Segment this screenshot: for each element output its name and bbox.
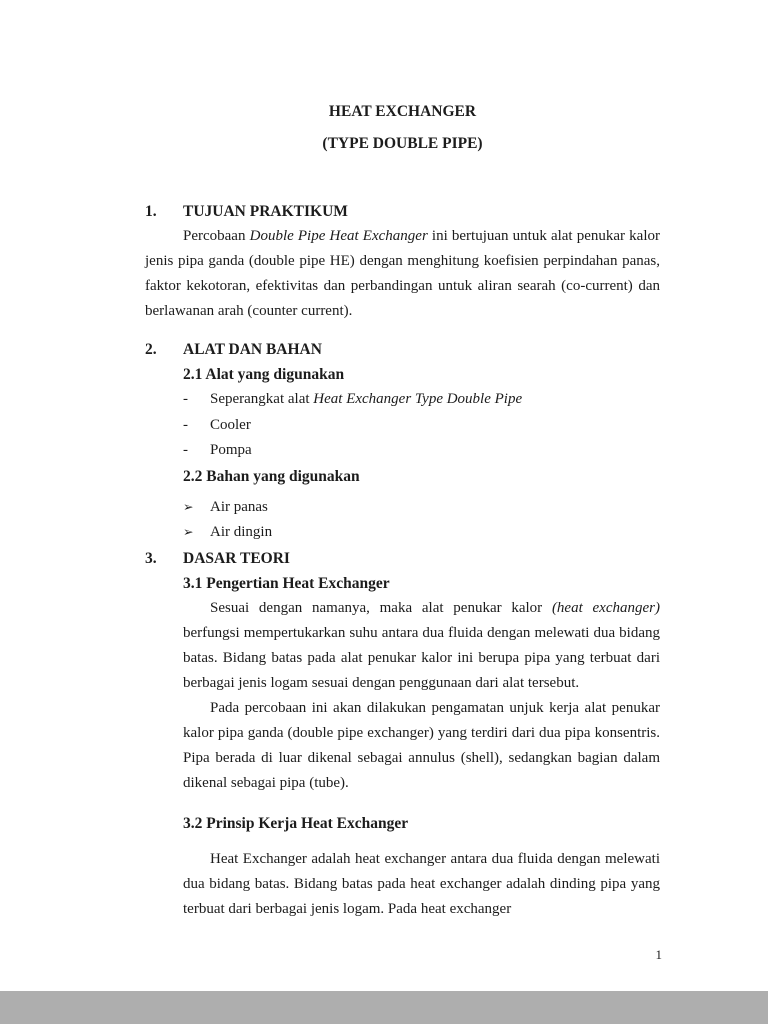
- text-run-italic: (heat exchanger): [551, 599, 660, 616]
- list-item-text: Air dingin: [210, 524, 273, 540]
- list-item-text: [210, 387, 660, 413]
- page-number: 1: [655, 947, 662, 962]
- section-3-number: 3.: [145, 549, 157, 567]
- arrow-bullet-icon: ➢: [183, 525, 194, 539]
- list-item-bahan-1: [183, 495, 660, 521]
- list-item-alat-3: [183, 438, 660, 464]
- list-item-alat-2: [183, 413, 660, 439]
- subsection-3-2-heading: 3.2 Prinsip Kerja Heat Exchanger: [183, 814, 409, 832]
- document-subtitle: (TYPE DOUBLE PIPE): [322, 135, 483, 152]
- section-2-title: ALAT DAN BAHAN: [183, 341, 322, 358]
- text-run: berfungsi mempertukarkan suhu antara dua fluida dengan melewati dua bidang batas. Bidang batas pada alat penukar kalor ini berupa pipa yang terbuat dari berbagai jenis logam sesuai dengan penggunaan dari alat tersebut.: [183, 624, 660, 691]
- section-3-paragraph-2: Pada percobaan ini akan dilakukan pengamatan unjuk kerja alat penukar kalor pipa ganda (double pipe exchanger) yang terdiri dari dua pipa konsentris. Pipa berada di luar dikenal sebagai annulus (shell), sedangkan bagian dalam dikenal sebagai pipa (tube).: [183, 699, 660, 791]
- subsection-3-1-heading: 3.1 Pengertian Heat Exchanger: [183, 574, 390, 592]
- text-run: Sesuai dengan namanya, maka alat penukar kalor: [210, 599, 552, 616]
- dash-bullet: -: [183, 416, 188, 433]
- arrow-bullet-icon: ➢: [183, 499, 194, 514]
- section-3-heading: [145, 546, 660, 571]
- list-item-text: Air panas: [210, 498, 268, 515]
- list-item-text: Pompa: [210, 442, 252, 458]
- section-3-paragraph-3: Heat Exchanger adalah heat exchanger antara dua fluida dengan melewati dua bidang batas. Bidang batas pada heat exchanger adalah dinding pipa yang terbuat dari berbagai jenis logam. Pada heat exchanger: [183, 850, 660, 917]
- subsection-2-2-heading: 2.2 Bahan yang digunakan: [183, 467, 360, 485]
- text-run: Seperangkat alat: [210, 391, 314, 407]
- document-title: HEAT EXCHANGER: [328, 103, 477, 120]
- text-run-italic: Double Pipe Heat Exchanger: [249, 228, 428, 244]
- section-1-heading: [145, 199, 660, 224]
- list-item-alat-1: [183, 387, 660, 413]
- section-2-number: 2.: [145, 341, 157, 358]
- section-1-number: 1.: [145, 203, 157, 220]
- subsection-2-1-heading: 2.1 Alat yang digunakan: [183, 366, 345, 383]
- section-3-title: DASAR TEORI: [183, 549, 290, 567]
- section-3-paragraph-1: [183, 596, 660, 696]
- text-run: ini bertujuan untuk alat penukar kalor jenis pipa ganda (double pipe HE) dengan menghitung koefisien perpindahan panas, faktor kekotoran, efektivitas dan perbandingan untuk aliran searah (co-current) dan berlawanan arah (counter current).: [145, 228, 660, 319]
- dash-bullet: -: [183, 442, 188, 458]
- dash-bullet: -: [183, 391, 188, 407]
- section-1-title: TUJUAN PRAKTIKUM: [183, 203, 348, 220]
- section-2-heading: [145, 337, 660, 362]
- text-run-italic: Heat Exchanger Type Double Pipe: [313, 391, 523, 407]
- list-item-text: Cooler: [210, 416, 251, 433]
- section-1-paragraph: [145, 224, 660, 324]
- text-run: Percobaan: [183, 228, 250, 244]
- list-item-bahan-2: [183, 520, 660, 546]
